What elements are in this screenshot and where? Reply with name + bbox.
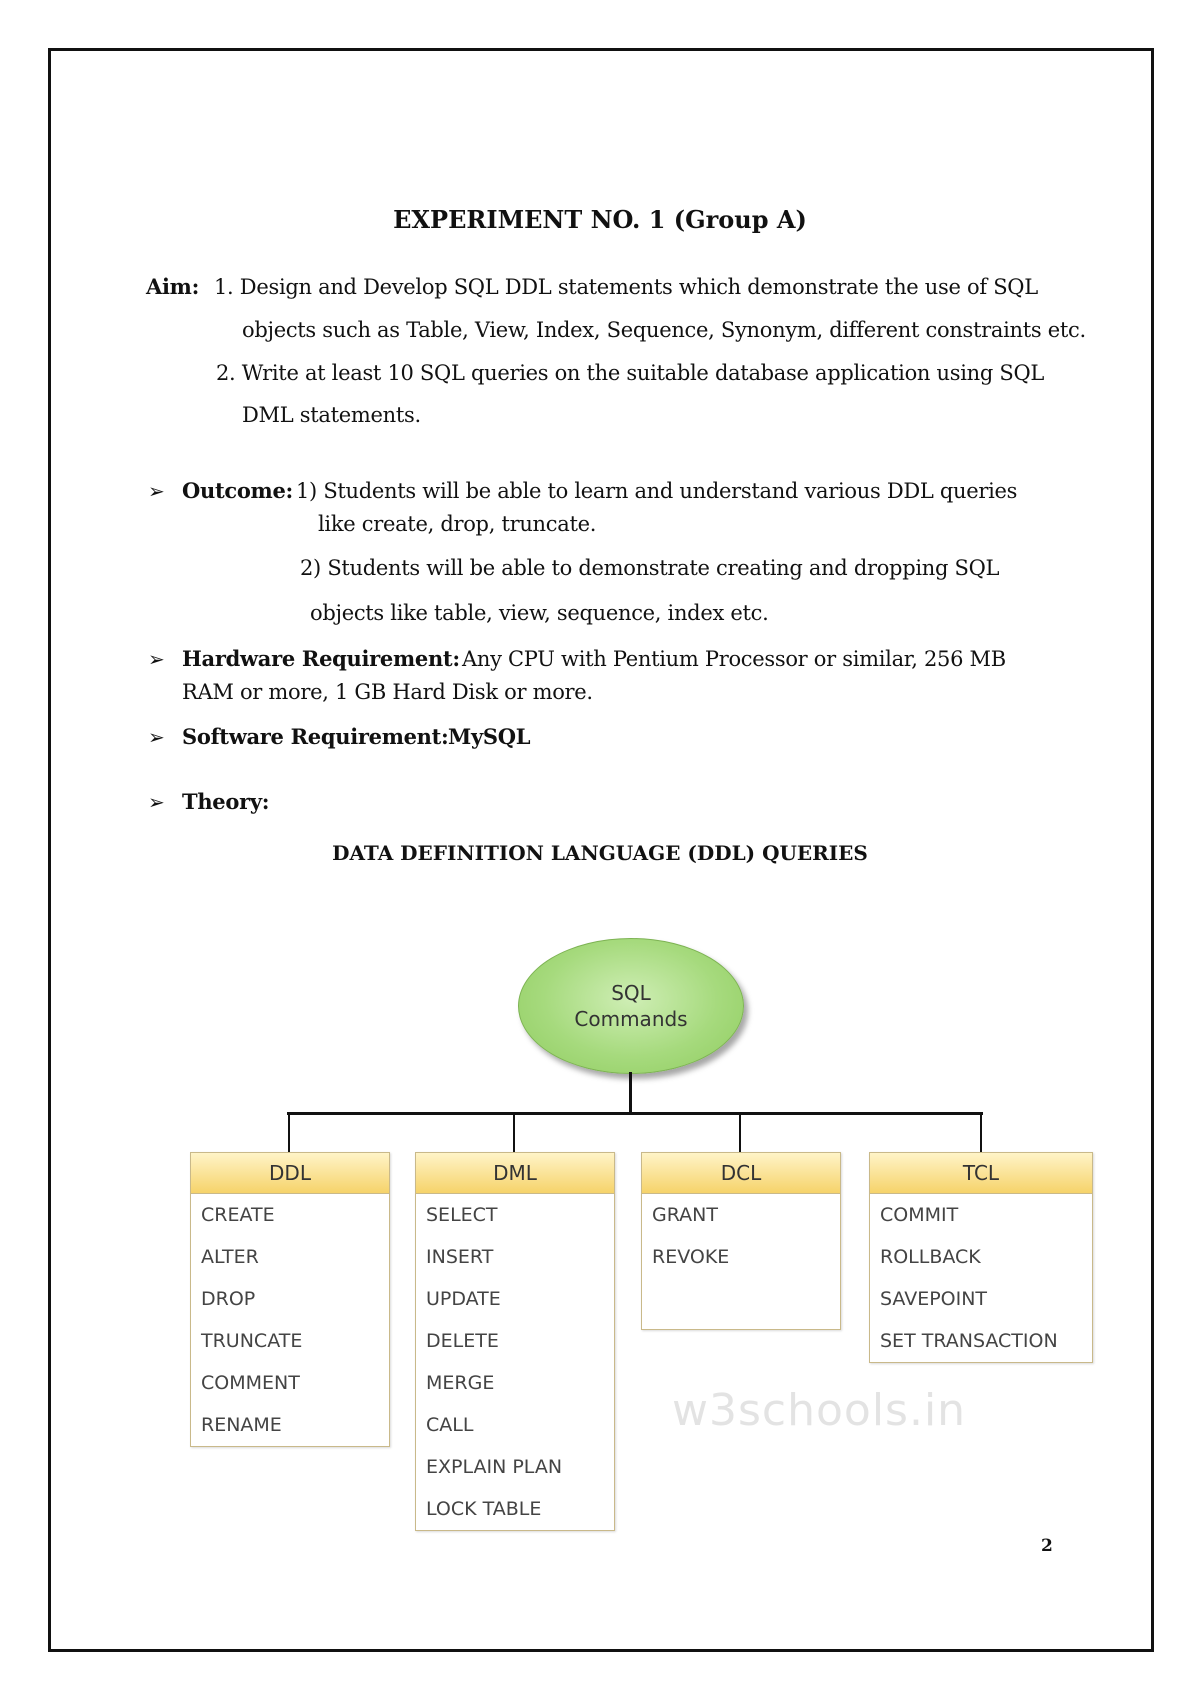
list-item: COMMENT bbox=[201, 1372, 300, 1394]
category-header-tcl: TCL bbox=[870, 1153, 1092, 1194]
list-item: EXPLAIN PLAN bbox=[426, 1456, 563, 1478]
category-header-ddl: DDL bbox=[191, 1153, 389, 1194]
software-value: MySQL bbox=[448, 724, 531, 749]
experiment-title: EXPERIMENT NO. 1 (Group A) bbox=[393, 205, 807, 234]
list-item: COMMIT bbox=[880, 1204, 959, 1226]
root-label-line1: SQL bbox=[611, 981, 651, 1005]
list-item: RENAME bbox=[201, 1414, 282, 1436]
list-item: INSERT bbox=[426, 1246, 494, 1268]
hardware-line1: Any CPU with Pentium Processor or similar, 256 MB bbox=[462, 647, 1006, 671]
list-item: ROLLBACK bbox=[880, 1246, 981, 1268]
hardware-line2: RAM or more, 1 GB Hard Disk or more. bbox=[182, 680, 593, 704]
bullet-arrow-icon: ➢ bbox=[148, 647, 165, 671]
aim-item2-line1: 2. Write at least 10 SQL queries on the suitable database application using SQL bbox=[216, 361, 1045, 385]
connector-horizontal bbox=[287, 1112, 983, 1115]
aim-label: Aim: bbox=[146, 274, 200, 299]
outcome-label: Outcome: bbox=[182, 478, 293, 503]
page-number: 2 bbox=[1041, 1536, 1053, 1556]
category-header-dml: DML bbox=[416, 1153, 614, 1194]
bullet-arrow-icon: ➢ bbox=[148, 790, 165, 814]
aim-item1-line1: 1. Design and Develop SQL DDL statements which demonstrate the use of SQL bbox=[214, 275, 1038, 299]
hardware-label: Hardware Requirement: bbox=[182, 646, 460, 671]
aim-item1-line2: objects such as Table, View, Index, Sequence, Synonym, different constraints etc. bbox=[242, 318, 1086, 342]
list-item: ALTER bbox=[201, 1246, 259, 1268]
list-item: DROP bbox=[201, 1288, 256, 1310]
list-item: REVOKE bbox=[652, 1246, 730, 1268]
software-label: Software Requirement: bbox=[182, 724, 449, 749]
list-item: SELECT bbox=[426, 1204, 498, 1226]
list-item: CALL bbox=[426, 1414, 474, 1436]
category-box-dml bbox=[415, 1152, 615, 1531]
connector-ddl bbox=[288, 1112, 290, 1152]
category-header-dcl: DCL bbox=[642, 1153, 840, 1194]
root-label-line2: Commands bbox=[574, 1007, 688, 1031]
connector-tcl bbox=[980, 1112, 982, 1152]
list-item: SAVEPOINT bbox=[880, 1288, 988, 1310]
category-box-dcl bbox=[641, 1152, 841, 1330]
list-item: SET TRANSACTION bbox=[880, 1330, 1058, 1352]
watermark: w3schools.in bbox=[672, 1385, 967, 1436]
list-item: LOCK TABLE bbox=[426, 1498, 542, 1520]
sql-commands-node bbox=[518, 938, 744, 1074]
outcome-line2: like create, drop, truncate. bbox=[318, 512, 597, 536]
connector-root bbox=[629, 1072, 632, 1114]
list-item: MERGE bbox=[426, 1372, 495, 1394]
bullet-arrow-icon: ➢ bbox=[148, 479, 165, 503]
connector-dml bbox=[513, 1112, 515, 1152]
list-item: CREATE bbox=[201, 1204, 275, 1226]
section-heading: DATA DEFINITION LANGUAGE (DDL) QUERIES bbox=[332, 841, 868, 865]
outcome-line3: 2) Students will be able to demonstrate creating and dropping SQL bbox=[300, 556, 1000, 580]
list-item: GRANT bbox=[652, 1204, 718, 1226]
outcome-line1: 1) Students will be able to learn and understand various DDL queries bbox=[296, 479, 1018, 503]
outcome-line4: objects like table, view, sequence, index etc. bbox=[310, 601, 769, 625]
aim-item2-line2: DML statements. bbox=[242, 403, 421, 427]
list-item: UPDATE bbox=[426, 1288, 501, 1310]
theory-label: Theory: bbox=[182, 789, 270, 814]
list-item: DELETE bbox=[426, 1330, 499, 1352]
bullet-arrow-icon: ➢ bbox=[148, 725, 165, 749]
connector-dcl bbox=[739, 1112, 741, 1152]
category-box-ddl bbox=[190, 1152, 390, 1447]
category-box-tcl bbox=[869, 1152, 1093, 1363]
list-item: TRUNCATE bbox=[201, 1330, 303, 1352]
